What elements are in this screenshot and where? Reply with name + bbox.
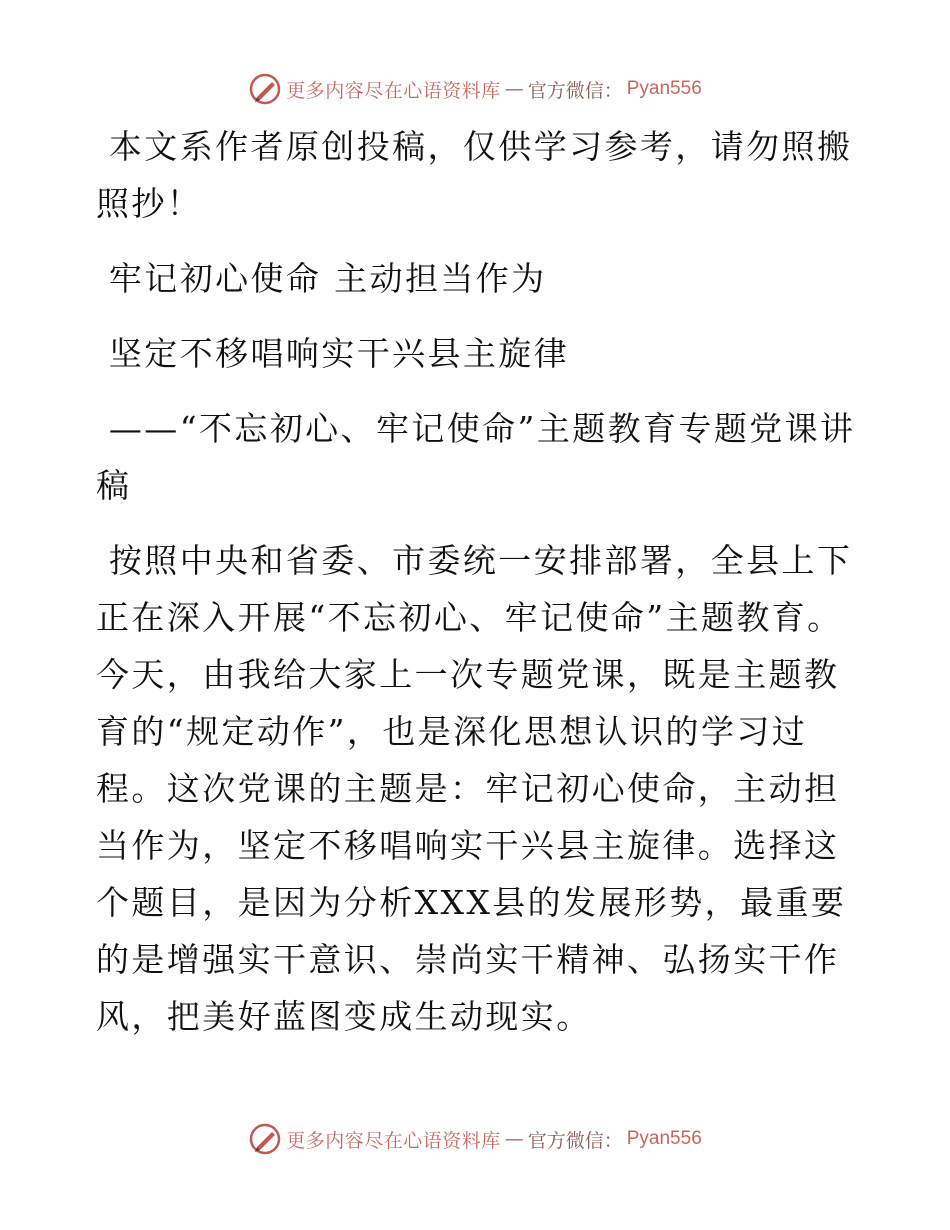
header-watermark [0, 72, 950, 106]
watermark-wechat-id: Pyan556 [626, 78, 702, 99]
watermark-brand: 更多内容尽在心语资料库 [286, 1129, 501, 1152]
body-paragraph: 按照中央和省委、市委统一安排部署，全县上下正在深入开展“不忘初心、牢记使命”主题教育。今天，由我给大家上一次专题党课，既是主题教育的“规定动作”，也是深化思想认识的学习过程。这次党课的主题是：牢记初心使命，主动担当作为，坚定不移唱响实干兴县主旋律。选择这个题目，是因为分析XXX县的发展形势，最重要的是增强实干意识、崇尚实干精神、弘扬实干作风，把美好蓝图变成生动现实。 [96, 541, 853, 1036]
document-body [96, 118, 856, 1045]
watermark-wechat-id: Pyan556 [626, 1128, 702, 1149]
watermark-wechat-label: 官方微信： [527, 79, 623, 102]
title-line-1: 牢记初心使命 主动担当作为 [96, 259, 547, 298]
watermark-dash: — [504, 1128, 524, 1150]
footer-watermark [0, 1122, 950, 1156]
watermark-wechat-label: 官方微信： [527, 1129, 623, 1152]
copyright-notice: 本文系作者原创投稿，仅供学习参考，请勿照搬照抄！ [96, 127, 853, 223]
watermark-dash: — [504, 78, 524, 100]
subtitle: ——“不忘初心、牢记使命”主题教育专题党课讲稿 [96, 409, 856, 505]
title-line-2: 坚定不移唱响实干兴县主旋律 [96, 334, 570, 373]
pen-logo-icon [248, 1122, 282, 1156]
watermark-brand: 更多内容尽在心语资料库 [286, 79, 501, 102]
pen-logo-icon [248, 72, 282, 106]
